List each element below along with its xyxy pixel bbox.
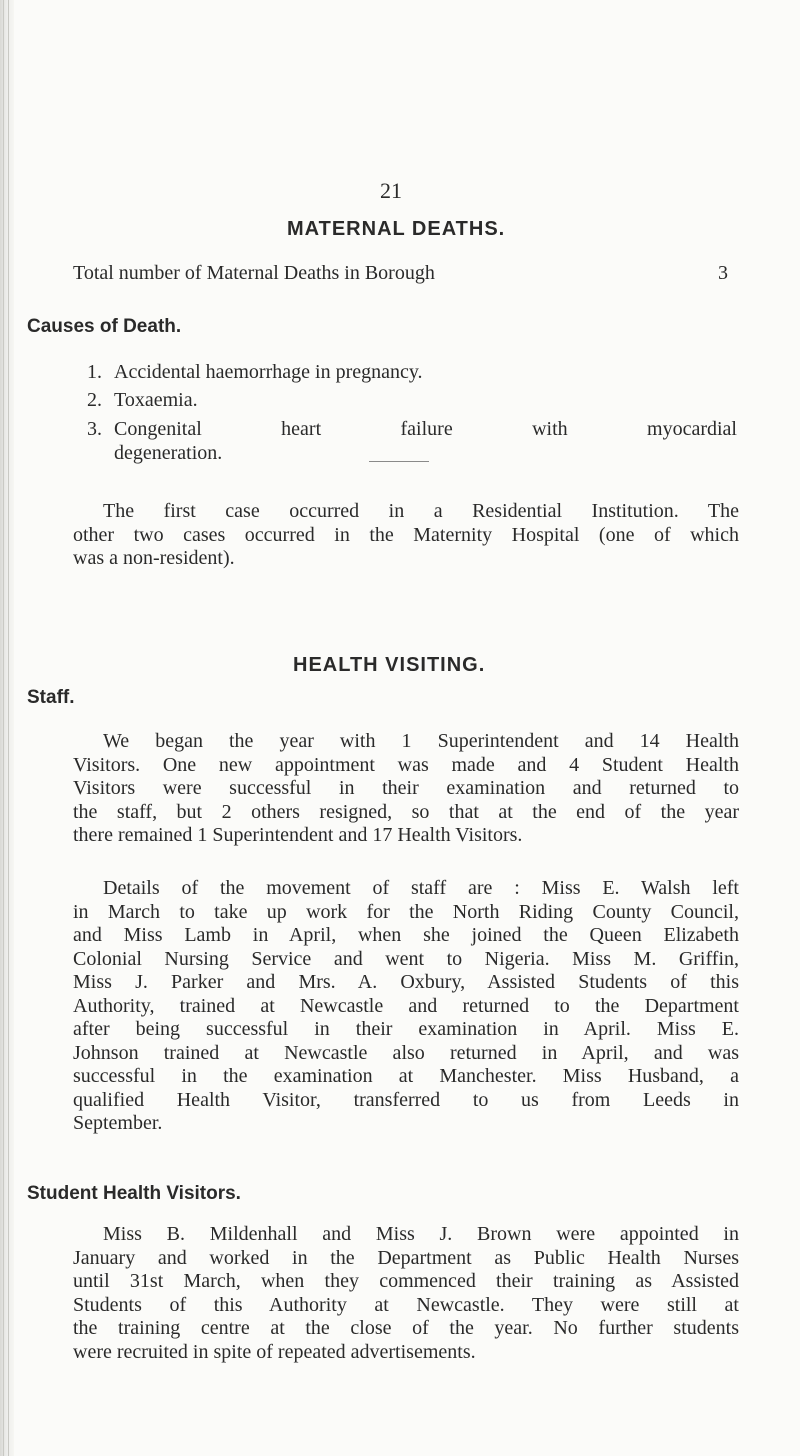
cause-item [87,418,737,466]
text-line: Visitors were successful in their examination and returned to [73,777,739,799]
text-line: qualified Health Visitor, transferred to us from Leeds in [73,1088,739,1111]
text-line: was a non-resident). [73,547,235,569]
text-line: the training centre at the close of the year. No further students [73,1317,739,1339]
text-line: until 31st March, when they commenced their training as Assisted [73,1270,739,1292]
text-line: other two cases occurred in the Maternity Hospital (one of which [73,523,739,546]
text-line: after being successful in their examination in April. Miss E. [73,1018,739,1040]
text-line: in March to take up work for the North Riding County Council, [73,900,739,923]
text-line: We began the year with 1 Superintendent and 14 Health [103,730,739,752]
text-line: January and worked in the Department as Public Health Nurses [73,1246,739,1269]
text-line: Students of this Authority at Newcastle. They were still at [73,1293,739,1316]
staff-paragraph [73,730,739,848]
text-line: Johnson trained at Newcastle also returned in April, and was [73,1041,739,1064]
text-line: The first case occurred in a Residential Institution. The [103,500,739,522]
cause-text: Accidental haemorrhage in pregnancy. [114,361,423,383]
cause-text-continuation: degeneration. [114,442,223,464]
cause-text: Toxaemia. [114,389,198,411]
cause-number: 3. [87,418,102,440]
details-paragraph [73,877,739,1136]
cause-number: 2. [87,389,102,411]
page-number: 21 [380,178,402,203]
text-line: Colonial Nursing Service and went to Nigeria. Miss M. Griffin, [73,947,739,970]
text-line: Visitors. One new appointment was made and 4 Student Health [73,753,739,776]
total-maternal-deaths-label: Total number of Maternal Deaths in Borough [73,262,435,284]
text-line: there remained 1 Superintendent and 17 Health Visitors. [73,824,523,846]
total-maternal-deaths-value: 3 [718,262,728,284]
text-line: were recruited in spite of repeated advertisements. [73,1340,476,1363]
causes-of-death-heading: Causes of Death. [27,316,182,337]
text-line: Miss J. Parker and Mrs. A. Oxbury, Assisted Students of this [73,971,739,993]
text-line: the staff, but 2 others resigned, so that at the end of the year [73,800,739,823]
cause-number: 1. [87,361,102,383]
section-divider [369,461,429,462]
student-paragraph [73,1223,739,1364]
staff-heading: Staff. [27,687,75,708]
text-line: September. [73,1112,163,1134]
student-health-visitors-heading: Student Health Visitors. [27,1183,241,1204]
cause-item [87,361,737,385]
text-line: Details of the movement of staff are : Miss E. Walsh left [103,877,739,899]
text-line: successful in the examination at Manchester. Miss Husband, a [73,1065,739,1087]
text-line: Authority, trained at Newcastle and returned to the Department [73,994,739,1017]
cause-item [87,389,737,413]
maternal-deaths-heading: MATERNAL DEATHS. [287,218,506,240]
cause-text: Congenital heart failure with myocardial [114,418,737,440]
text-line: Miss B. Mildenhall and Miss J. Brown were appointed in [103,1223,739,1245]
maternal-note-paragraph [73,500,739,571]
text-line: and Miss Lamb in April, when she joined the Queen Elizabeth [73,924,739,946]
health-visiting-heading: HEALTH VISITING. [293,654,486,676]
